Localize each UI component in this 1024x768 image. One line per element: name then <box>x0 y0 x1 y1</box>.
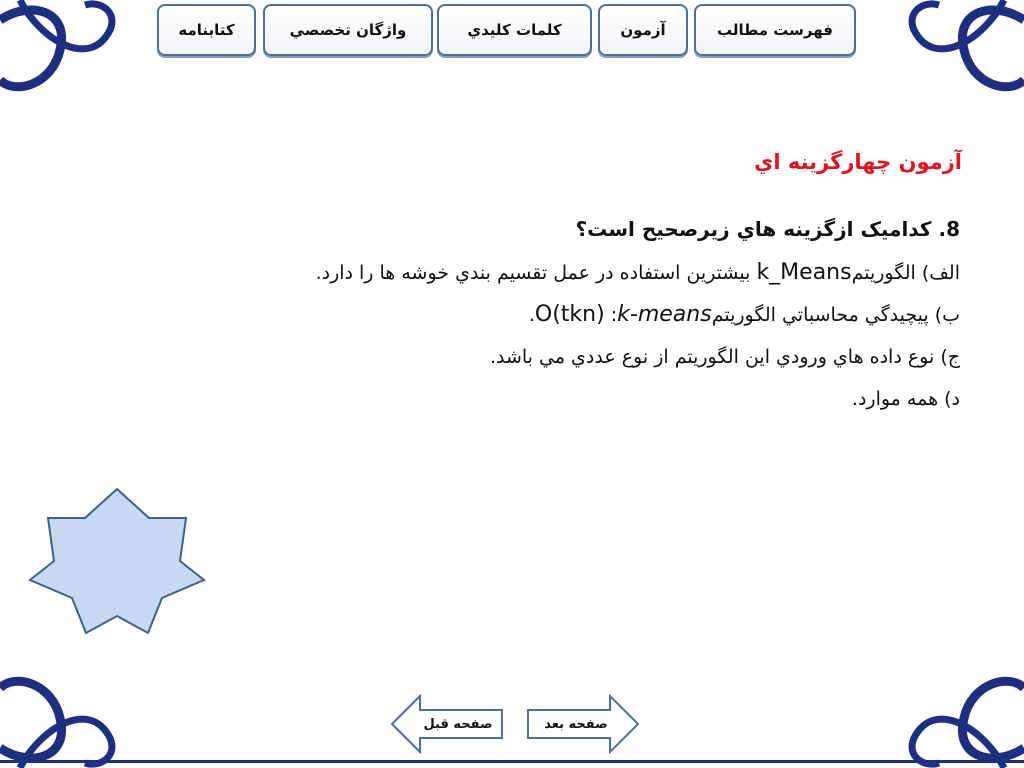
next-page-button[interactable] <box>526 694 640 754</box>
nav-keywords-button[interactable]: كلمات كليدي <box>437 4 592 56</box>
corner-ornament-bottom-left <box>0 668 120 768</box>
option-a-suffix: بيشترين استفاده در عمل تقسيم بندي خوشه ها را دارد. <box>315 262 757 284</box>
star-shape-icon <box>26 488 208 638</box>
option-d[interactable]: د) همه موارد. <box>851 388 960 410</box>
question-text: 8. کدامیک ازگزینه هاي زيرصحيح است؟ <box>575 217 960 241</box>
option-b-colon: : <box>604 304 618 326</box>
previous-page-label: صفحه قبل <box>423 716 493 732</box>
option-a[interactable] <box>100 252 960 294</box>
option-b-prefix: ب) پيچيدگي محاسباتي الگوريتم <box>711 304 960 326</box>
nav-table-of-contents-button[interactable]: فهرست مطالب <box>694 4 856 56</box>
option-b[interactable] <box>100 294 960 336</box>
option-b-suffix: . <box>528 304 535 326</box>
option-a-term: k_Means <box>756 260 852 285</box>
nav-quiz-button[interactable]: آزمون <box>598 4 688 56</box>
nav-bibliography-button[interactable]: كتابنامه <box>157 4 256 56</box>
corner-ornament-bottom-right <box>904 668 1024 768</box>
top-navigation <box>0 4 1024 62</box>
nav-glossary-button[interactable]: واژگان تخصصي <box>263 4 433 56</box>
option-c[interactable]: ج) نوع داده هاي ورودي اين الگوريتم از نوع عددي مي باشد. <box>489 346 960 368</box>
option-a-prefix: الف) الگوريتم <box>851 262 960 284</box>
bottom-border-line <box>0 760 1024 763</box>
option-b-term: k-means <box>617 302 712 327</box>
previous-page-button[interactable] <box>390 694 504 754</box>
question-block <box>100 212 960 420</box>
next-page-label: صفحه بعد <box>544 716 608 732</box>
quiz-title: آزمون چهارگزينه اي <box>754 150 962 174</box>
option-b-complexity: O(tkn) <box>534 302 605 327</box>
